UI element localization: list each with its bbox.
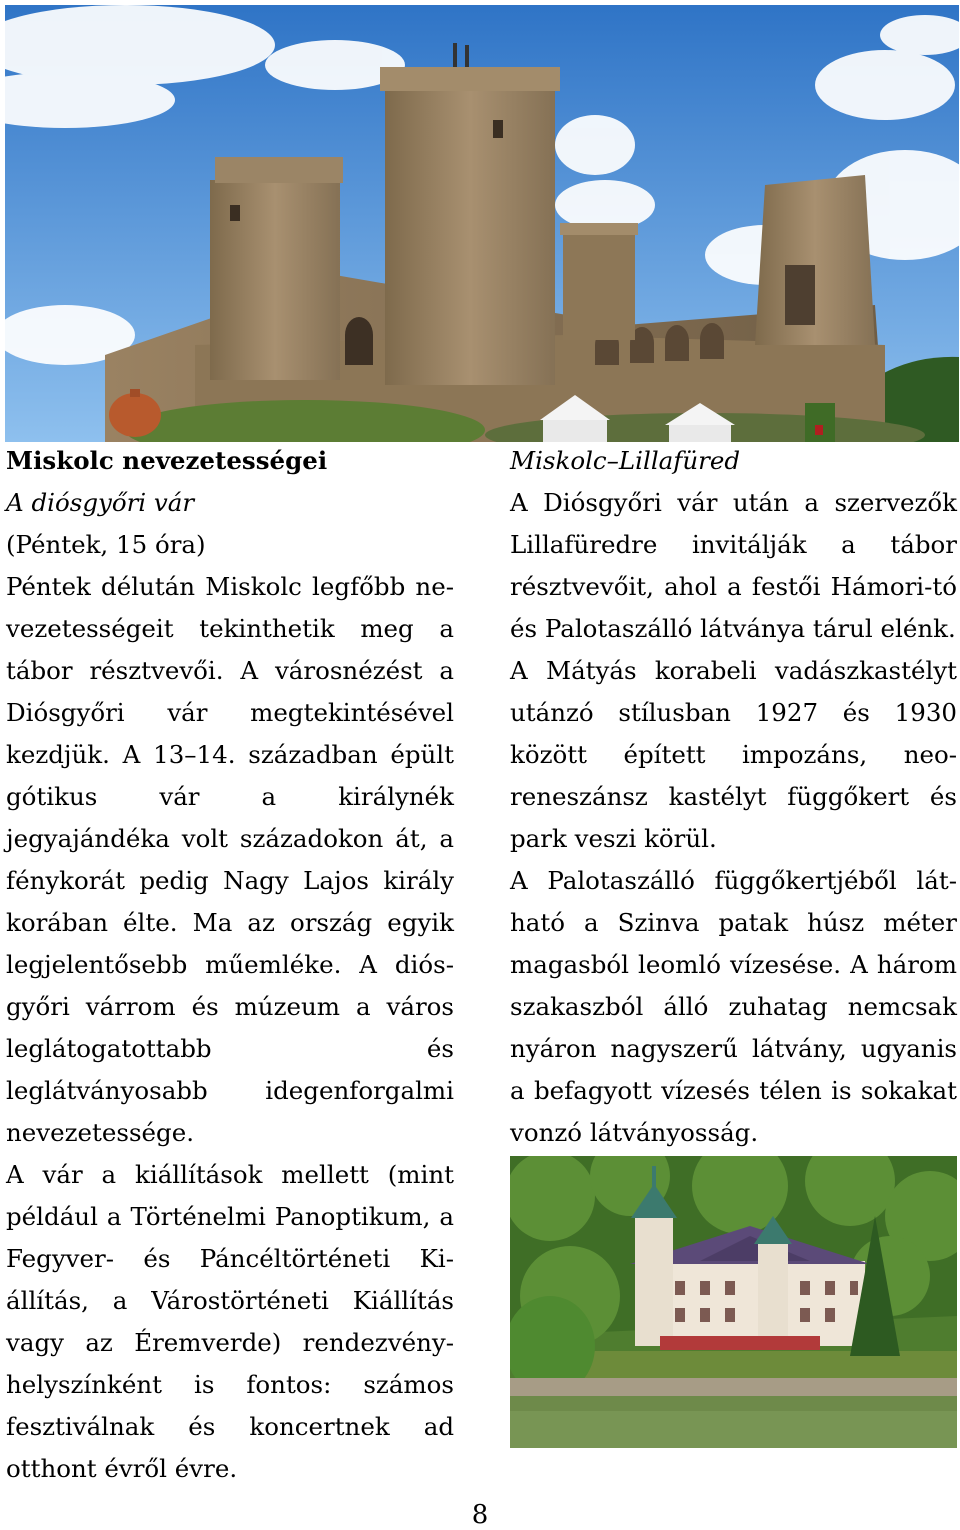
page-number: 8 bbox=[471, 1500, 489, 1530]
castle-subheading: A diósgyőri vár bbox=[6, 488, 195, 517]
lillafured-paragraph-1: A Diósgyőri vár után a szervezők Lillafüredre invitálják a tábor résztvevőit, ahol a festői Hámori-tó és Palotaszálló látványa tárul elénk. bbox=[510, 488, 957, 643]
castle-paragraph-1: Péntek délután Miskolc legfőbb nevezetességeit tekinthetik meg a tábor résztvevői. A városnézést a Diósgyőri vár megtekintésével kezdjük. A 13–14. században épült gótikus vár a királynék jegyajándéka volt századokon át, a fénykorát pedig Nagy Lajos király korában élte. Ma az ország egyik legjelentősebb műemléke. A diósgyőri várrom és múzeum a város leglátogatottabb és leglátványosabb idegenforgalmi nevezetessége. bbox=[6, 572, 454, 1147]
right-column bbox=[510, 440, 957, 1154]
left-column bbox=[6, 440, 454, 1490]
palace-hotel-photo bbox=[510, 1156, 957, 1448]
lillafured-paragraph-3: A Palotaszálló függőkertjéből látható a Szinva patak húsz méter magasból leomló vízesése. A három szakaszból álló zuhatag nemcsak nyáron nagyszerű látvány, ugyanis a befagyott vízesés télen is sokakat vonzó látványosság. bbox=[510, 866, 957, 1147]
event-time: (Péntek, 15 óra) bbox=[6, 530, 206, 559]
section-heading: Miskolc nevezetességei bbox=[6, 446, 328, 475]
castle-paragraph-2: A vár a kiállítások mellett (mint például a Történelmi Panoptikum, a Fegyver- és Páncéltörténeti Kiállítás, a Várostörténeti Kiállítás vagy az Éremverde) rendezvényhelyszínként is fontos: számos fesztiválnak és koncertnek ad otthont évről évre. bbox=[6, 1160, 454, 1483]
castle-photo bbox=[5, 5, 959, 442]
lillafured-subheading: Miskolc–Lillafüred bbox=[510, 446, 741, 475]
lillafured-paragraph-2: A Mátyás korabeli vadászkastélyt utánzó stílusban 1927 és 1930 között épített impozáns, neoreneszánsz kastélyt függőkert és park veszi körül. bbox=[510, 656, 957, 853]
